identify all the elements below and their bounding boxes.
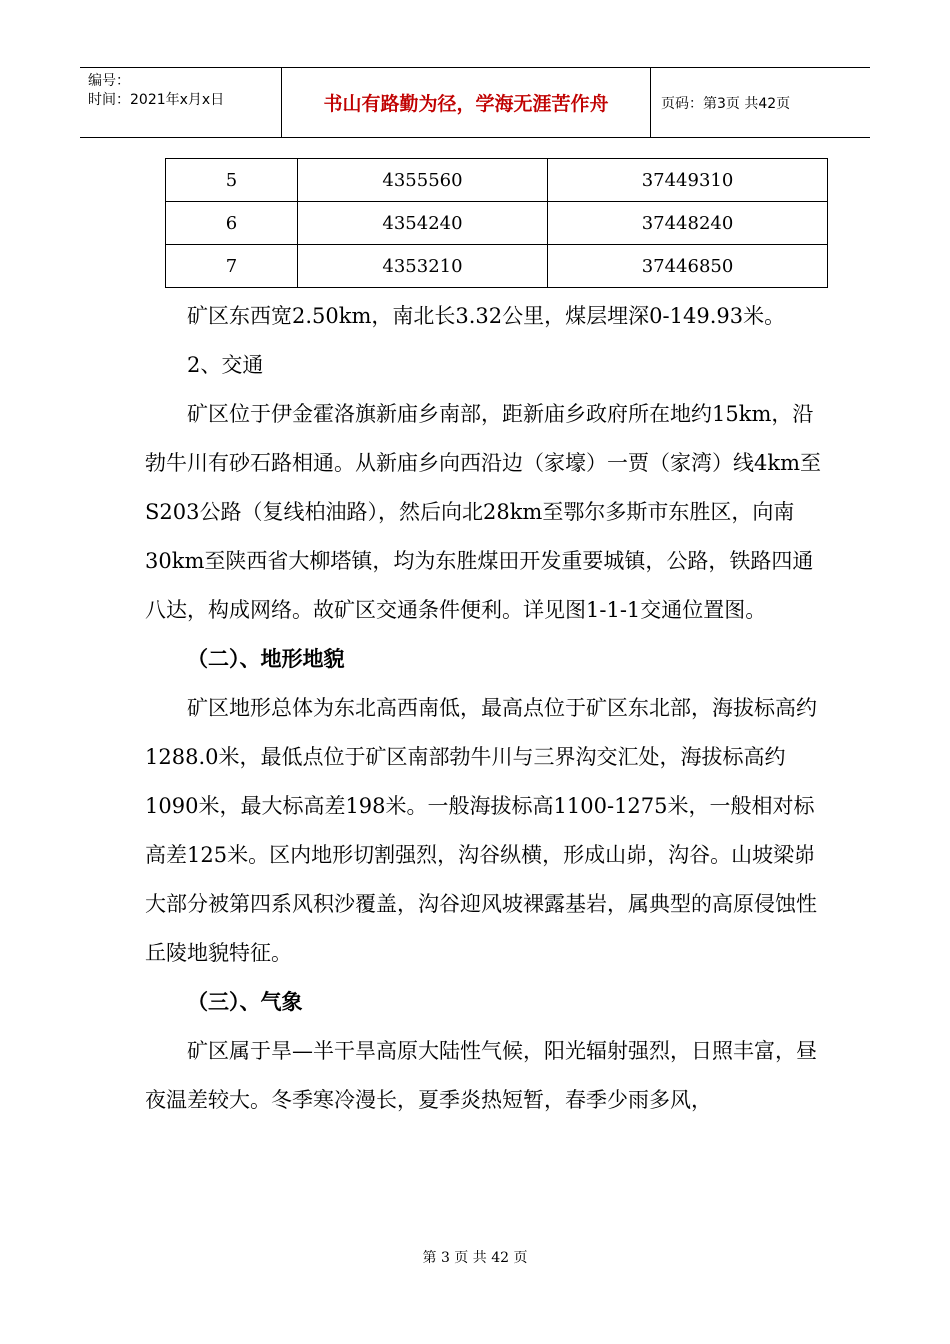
paragraph-area: 矿区东西宽2.50km，南北长3.32公里，煤层埋深0-149.93米。 [187,304,786,328]
page-footer: 第 3 页 共 42 页 [422,1250,528,1266]
section-terrain-heading: （二）、地形地貌 [187,647,345,671]
table-row [166,159,828,202]
header-meta [80,68,282,137]
table-cell: 37449310 [548,159,828,202]
table-cell: 4353210 [298,245,548,288]
table-row [166,202,828,245]
section-traffic-title: 2、交通 [187,353,264,377]
paragraph-terrain: 矿区地形总体为东北高西南低，最高点位于矿区东北部，海拔标高约1288.0米，最低点位于矿区南部勃牛川与三界沟交汇处，海拔标高约1090米，最大标高差198米。一般海拔标高1100-1275米，一般相对标高差125米。区内地形切割强烈，沟谷纵横，形成山峁，沟谷。山坡梁峁大部分被第四系风积沙覆盖，沟谷迎风坡裸露基岩，属典型的高原侵蚀性丘陵地貌特征。 [145,696,817,965]
document-body [145,292,825,1125]
coordinate-table [165,158,828,288]
date-label: 时间：2021年x月x日 [88,92,225,108]
table-cell: 4354240 [298,202,548,245]
table-cell: 6 [166,202,298,245]
paragraph-traffic: 矿区位于伊金霍洛旗新庙乡南部，距新庙乡政府所在地约15km，沿勃牛川有砂石路相通。从新庙乡向西沿边（家壕）一贾（家湾）线4km至S203公路（复线柏油路），然后向北28km至鄂尔多斯市东胜区，向南30km至陕西省大柳塔镇，均为东胜煤田开发重要城镇，公路，铁路四通八达，构成网络。故矿区交通条件便利。详见图1-1-1交通位置图。 [145,402,821,622]
paragraph-climate: 矿区属于旱—半干旱高原大陆性气候，阳光辐射强烈，日照丰富，昼夜温差较大。冬季寒冷漫长，夏季炎热短暂，春季少雨多风， [145,1039,817,1112]
table-cell: 4355560 [298,159,548,202]
header-page-info: 页码：第3页 共42页 [661,95,791,112]
table-cell: 5 [166,159,298,202]
number-label: 编号： [88,73,130,89]
header-motto: 书山有路勤为径，学海无涯苦作舟 [282,68,651,137]
table-cell: 37448240 [548,202,828,245]
page-header [80,67,870,138]
table-row [166,245,828,288]
table-cell: 7 [166,245,298,288]
section-climate-heading: （三）、气象 [187,990,303,1014]
table-cell: 37446850 [548,245,828,288]
